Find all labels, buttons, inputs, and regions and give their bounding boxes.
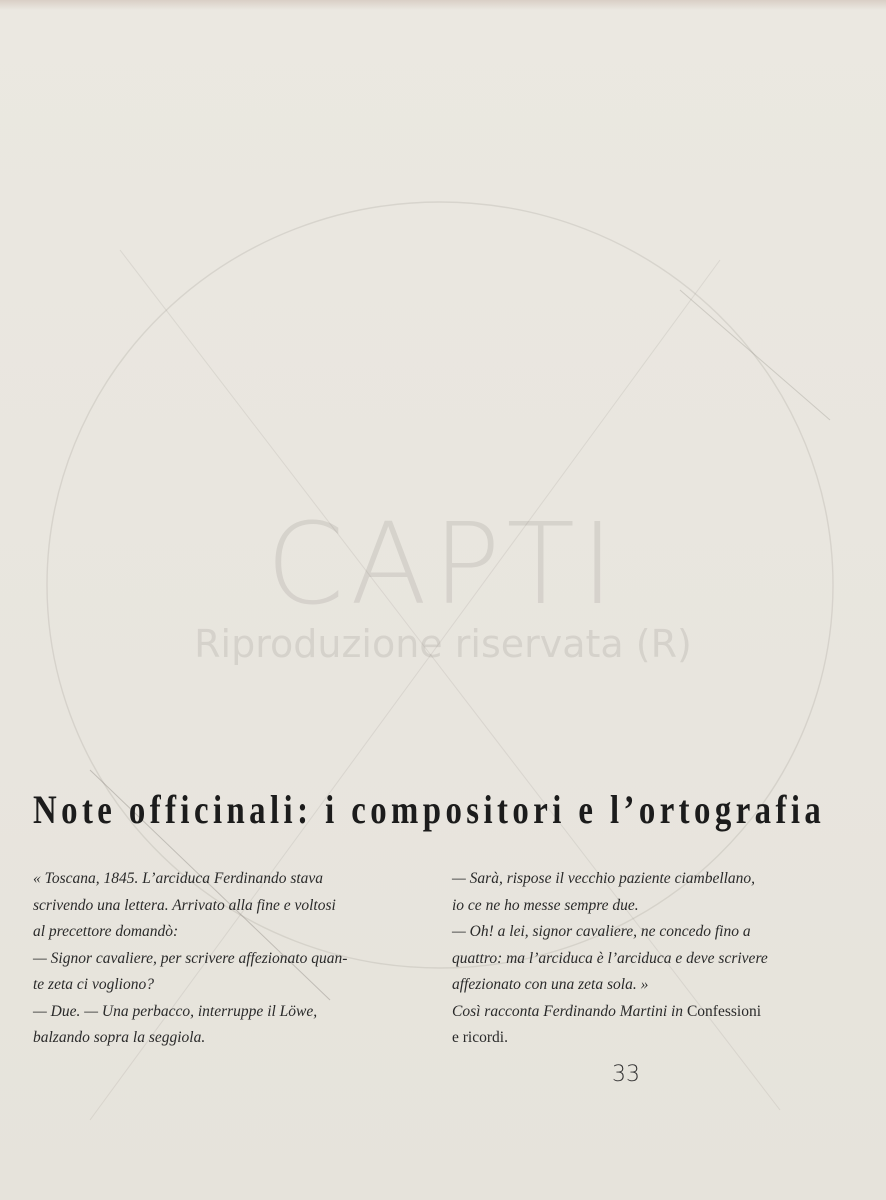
text-line bbox=[452, 999, 800, 1026]
watermark-subtitle: Riproduzione riservata (R) bbox=[194, 622, 692, 666]
text-line: scrivendo una lettera. Arrivato alla fine e voltosi bbox=[33, 896, 336, 914]
text-line: — Sarà, rispose il vecchio paziente ciambellano, bbox=[452, 870, 756, 887]
text-line: al precettore domandò: bbox=[33, 923, 179, 940]
text-line: balzando sopra la seggiola. bbox=[33, 1029, 206, 1046]
article-headline: Note officinali: i compositori e l’ortografia bbox=[33, 787, 826, 832]
text-line-part: Così racconta Ferdinando Martini in bbox=[452, 1002, 684, 1020]
text-line: — Signor cavaliere, per scrivere affezionato quan- bbox=[33, 949, 348, 967]
text-line: e ricordi. bbox=[452, 1029, 508, 1046]
text-line: « Toscana, 1845. L’arciduca Ferdinando stava bbox=[33, 870, 324, 887]
text-line: te zeta ci vogliono? bbox=[33, 976, 154, 993]
left-text-column bbox=[33, 866, 385, 1052]
page-number: 33 bbox=[612, 1062, 640, 1087]
book-title: Confessioni bbox=[686, 1002, 761, 1020]
text-line: affezionato con una zeta sola. » bbox=[452, 976, 649, 993]
text-line: io ce ne ho messe sempre due. bbox=[452, 896, 639, 914]
watermark-title: CAPTI bbox=[266, 500, 620, 630]
text-line: — Oh! a lei, signor cavaliere, ne concedo fino a bbox=[452, 923, 751, 940]
text-line: quattro: ma l’arciduca è l’arciduca e deve scrivere bbox=[452, 949, 768, 967]
right-text-column bbox=[452, 866, 800, 1052]
text-line: — Due. — Una perbacco, interruppe il Löwe, bbox=[33, 1002, 318, 1020]
